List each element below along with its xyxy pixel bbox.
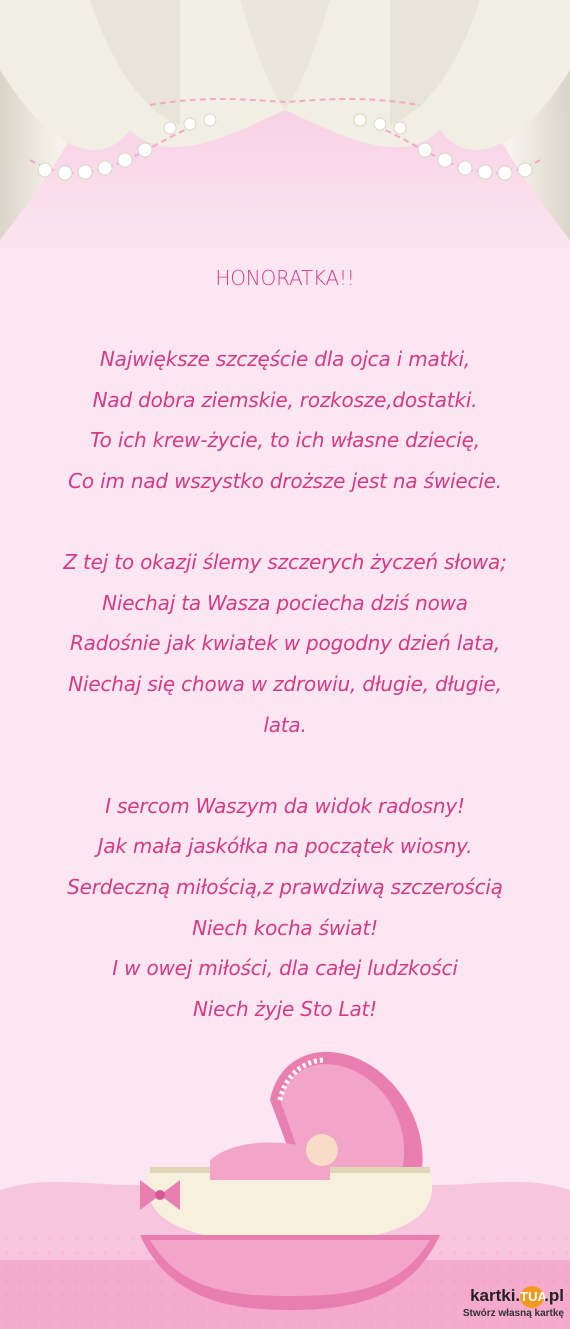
stanza-gap (0, 502, 570, 543)
logo-brand (456, 1285, 564, 1308)
poem-line: Z tej to okazji ślemy szczerych życzeń słowa; (63, 550, 507, 575)
poem-line: To ich krew-życie, to ich własne dziecię, (90, 428, 480, 453)
logo-badge: TUA (520, 1286, 544, 1308)
poem-line: I sercom Waszym da widok radosny! (105, 793, 465, 818)
poem-line: Niech kocha świat! (192, 915, 378, 940)
stanza-gap (0, 745, 570, 786)
baby-cradle-illustration (140, 1052, 440, 1310)
poem-line: Niechaj ta Wasza pociecha dziś nowa (102, 590, 468, 615)
poem-line: Niechaj się chowa w zdrowiu, długie, długie, (68, 671, 502, 696)
poem-line: I w owej miłości, dla całej ludzkości (112, 956, 458, 981)
poem-line: Niech żyje Sto Lat! (193, 996, 377, 1021)
poem-text (0, 258, 570, 1029)
poem-line: Serdeczną miłością,z prawdziwą szczerością (67, 874, 503, 899)
kartki-tua-logo[interactable] (456, 1285, 564, 1325)
poem-line: Radośnie jak kwiatek w pogodny dzień lata, (69, 631, 501, 656)
stanza-gap (0, 299, 570, 340)
poem-line: Nad dobra ziemskie, rozkosze,dostatki. (92, 387, 478, 412)
logo-tagline: Stwórz własną kartkę (462, 1307, 564, 1319)
poem-line: Największe szczęście dla ojca i matki, (99, 347, 471, 372)
poem-line: Co im nad wszystko droższe jest na świecie. (68, 468, 502, 493)
poem-line: lata. (263, 712, 307, 737)
logo-brand-prefix: kartki. (470, 1286, 521, 1305)
logo-brand-suffix: .pl (544, 1286, 564, 1305)
card-title: HONORATKA!! (215, 266, 355, 290)
poem-line: Jak mała jaskółka na początek wiosny. (97, 834, 473, 859)
